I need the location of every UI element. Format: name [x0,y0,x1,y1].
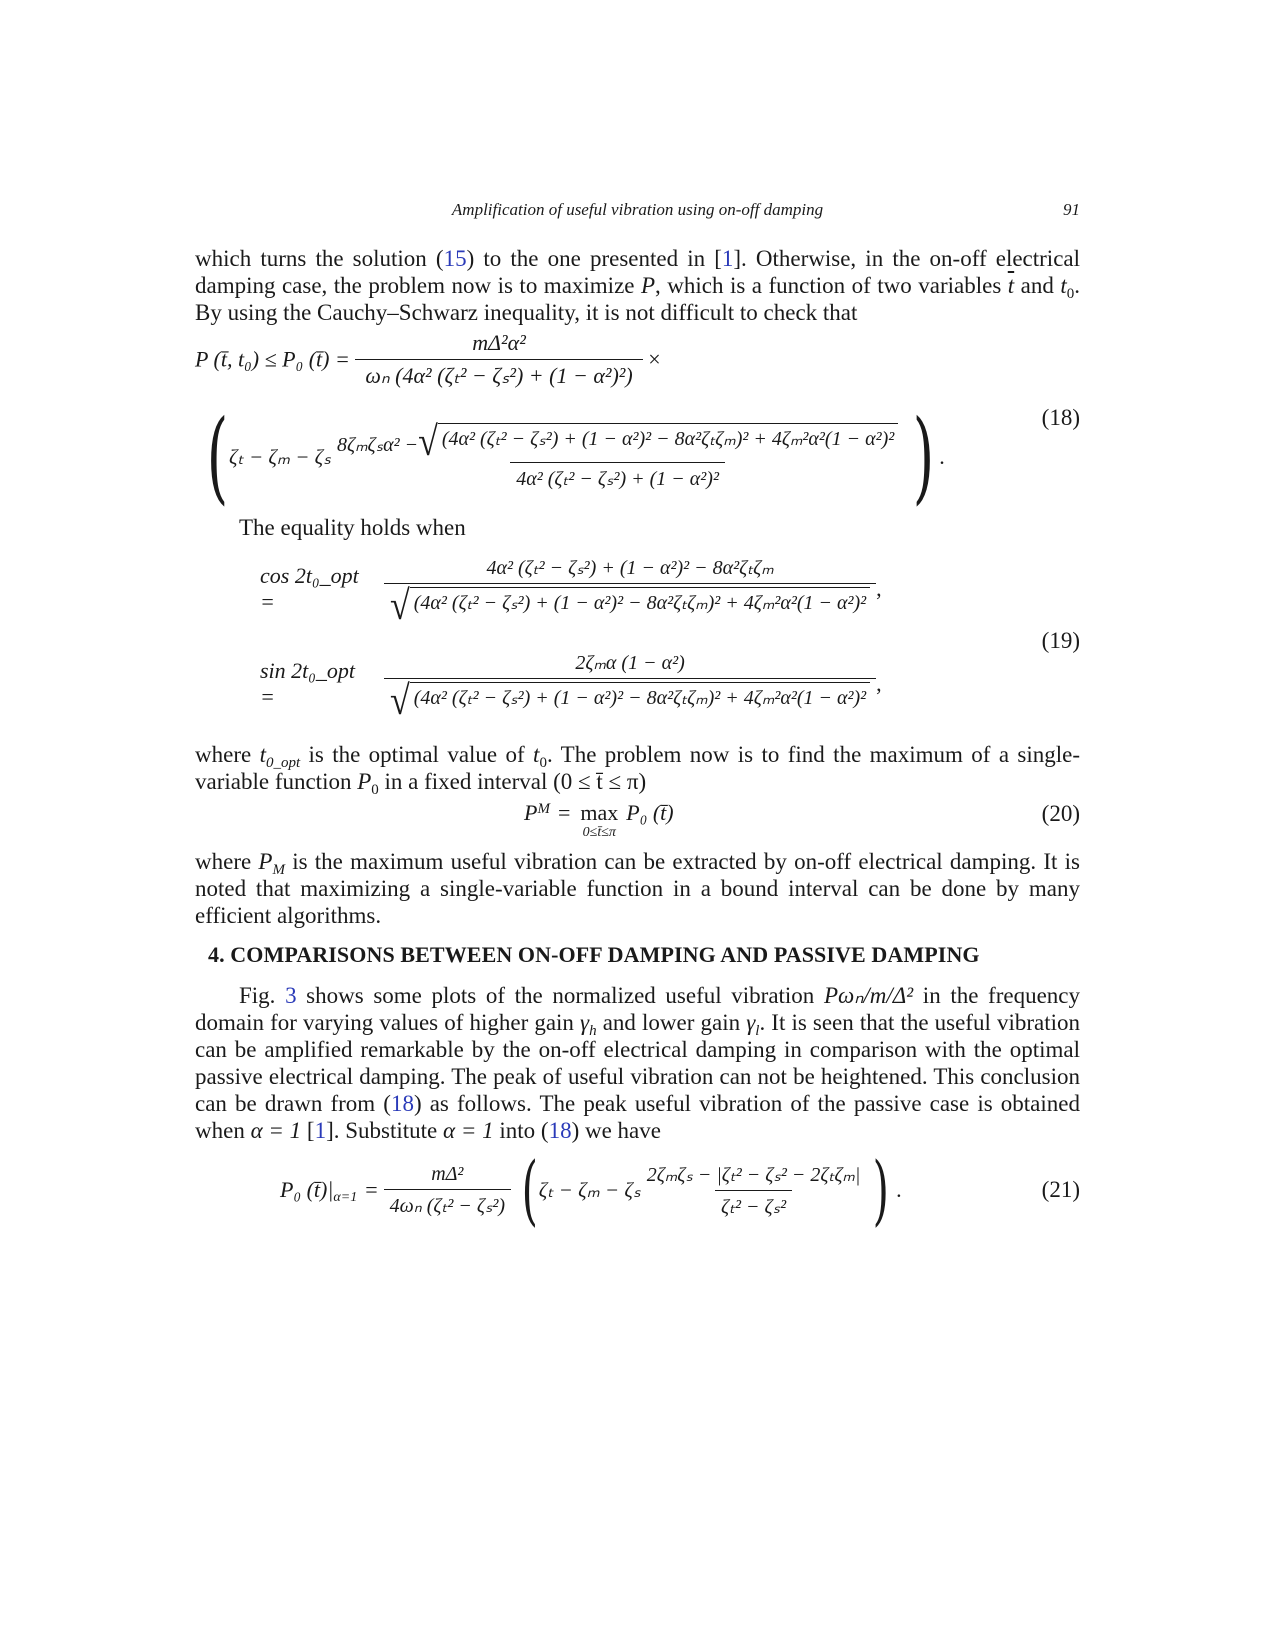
ref-1-link[interactable]: 1 [721,246,734,271]
eq19-cos-sqrt: √ (4α² (ζₜ² − ζₛ²) + (1 − α²)² − 8α²ζₜζₘ)² + 4ζₘ²α²(1 − α²)² [390,587,870,623]
ref-1-link[interactable]: 1 [314,1118,327,1143]
paragraph-1: which turns the solution (15) to the one presented in [1]. Otherwise, in the on-off electrical damping case, the problem now is to maximize P, which is a function of two variables $\overline{t}$ and $t_0$. By using the Cauchy–Schwarz inequality, it is not difficult to check that [195,246,1080,325]
equation-21: P₀ (t̄)| α=1 = $\frac{\text{mΔ²}}{\text{4ωₙ (ζₜ² − ζₛ²)}}$ ( ζₜ − ζₘ − ζₛ $\frac{\text{2ζₘζₛ − |ζₜ² − ζₛ² − 2ζₜζₘ|}}{\text{ζₜ² − ζₛ²}}$ ) . [280,1145,902,1234]
right-big-paren: ) [913,398,935,515]
running-title: Amplification of useful vibration using on-off damping [451,200,824,219]
equation-18-line1 [195,330,661,389]
page-number: 91 [1063,200,1080,219]
eq18-lhs: P (t̄, t₀) ≤ P₀ (t̄) = [195,346,350,372]
equation-19-cos: cos 2t₀_opt = 4α² (ζₜ² − ζₛ²) + (1 − α²)² − 8α²ζₜζₘ √ (4α² (ζₜ² − ζₛ²) + (1 − α²)² − 8α²ζₜζₘ)² + 4ζₘ²α²(1 − α²)² , [260,557,882,628]
equation-21-number: (21) [1041,1177,1080,1202]
equation-18-line2: ( ζₜ − ζₘ − ζₛ 8ζₘζₛα² − √ (4α² (ζₜ² − ζₛ²) + (1 − α²)² − 8α²ζₜζₘ)² + 4ζₘ²α²(1 − α²)² 4α² (ζₜ² − ζₛ²) + (1 − α²)² ) . [206,398,945,515]
equality-line: The equality holds when [239,515,466,540]
equation-20: P M = max 0≤t̄≤π P₀ (t̄) [524,800,674,840]
equation-18-number: (18) [1041,405,1080,430]
equation-19-number: (19) [1041,628,1080,653]
ref-eq-18-link[interactable]: 18 [390,1091,414,1116]
ref-eq-15-link[interactable]: 15 [443,246,467,271]
ref-eq-18-link[interactable]: 18 [548,1118,572,1143]
running-header [195,200,1080,226]
section-heading: 4. COMPARISONS BETWEEN ON-OFF DAMPING AND PASSIVE DAMPING [208,942,980,967]
eq18-sqrt: √ (4α² (ζₜ² − ζₛ²) + (1 − α²)² − 8α²ζₜζₘ)² + 4ζₘ²α²(1 − α²)² [418,423,898,459]
eq19-sin-sqrt: √ (4α² (ζₜ² − ζₛ²) + (1 − α²)² − 8α²ζₜζₘ)² + 4ζₘ²α²(1 − α²)² [390,682,870,718]
eq18-fraction-2: 8ζₘζₛα² − √ (4α² (ζₜ² − ζₛ²) + (1 − α²)² − 8α²ζₜζₘ)² + 4ζₘ²α²(1 − α²)² 4α² (ζₜ² − ζₛ²) + (1 − α²)² [331,423,904,491]
paragraph-3: where $P_M$ is the maximum useful vibration can be extracted by on-off electrical damping. It is noted that maximizing a single-variable function in a bound interval can be done by many efficient algorithms. [195,849,1080,928]
equation-20-number: (20) [1041,801,1080,826]
eq18-prefix: ζₜ − ζₘ − ζₛ [229,444,331,469]
equation-19-sin: sin 2t₀_opt = 2ζₘα (1 − α²) √ (4α² (ζₜ² − ζₛ²) + (1 − α²)² − 8α²ζₜζₘ)² + 4ζₘ²α²(1 − α²)² , [260,652,882,723]
paragraph-2: where $t_{0\_opt}$ is the optimal value of $t_0$. The problem now is to find the maximum of a single-variable function $P_0$ in a fixed interval (0 ≤ t̄ ≤ π) [195,742,1080,798]
left-big-paren: ( [206,398,229,515]
paragraph-4: Fig. 3 shows some plots of the normalized useful vibration Pωₙ/m/Δ² in the frequency domain for varying values of higher gain $\gamma_h$ and lower gain $\gamma_l$. It is seen that the useful vibration can be amplified remarkable by the on-off electrical damping in comparison with the optimal passive electrical damping. The peak of useful vibration can not be heightened. This conclusion can be drawn from (18) as follows. The peak useful vibration of the passive case is obtained when α = 1 [1]. Substitute α = 1 into (18) we have [195,983,1080,1143]
eq18-times: × [648,346,661,372]
eq18-fraction-1: $\frac{\text{mΔ²α²}}{\text{ωₙ (4α² (ζₜ² − ζₛ²) + (1 − α²)²)}}$ [355,330,642,389]
ref-fig-3-link[interactable]: 3 [285,983,297,1008]
